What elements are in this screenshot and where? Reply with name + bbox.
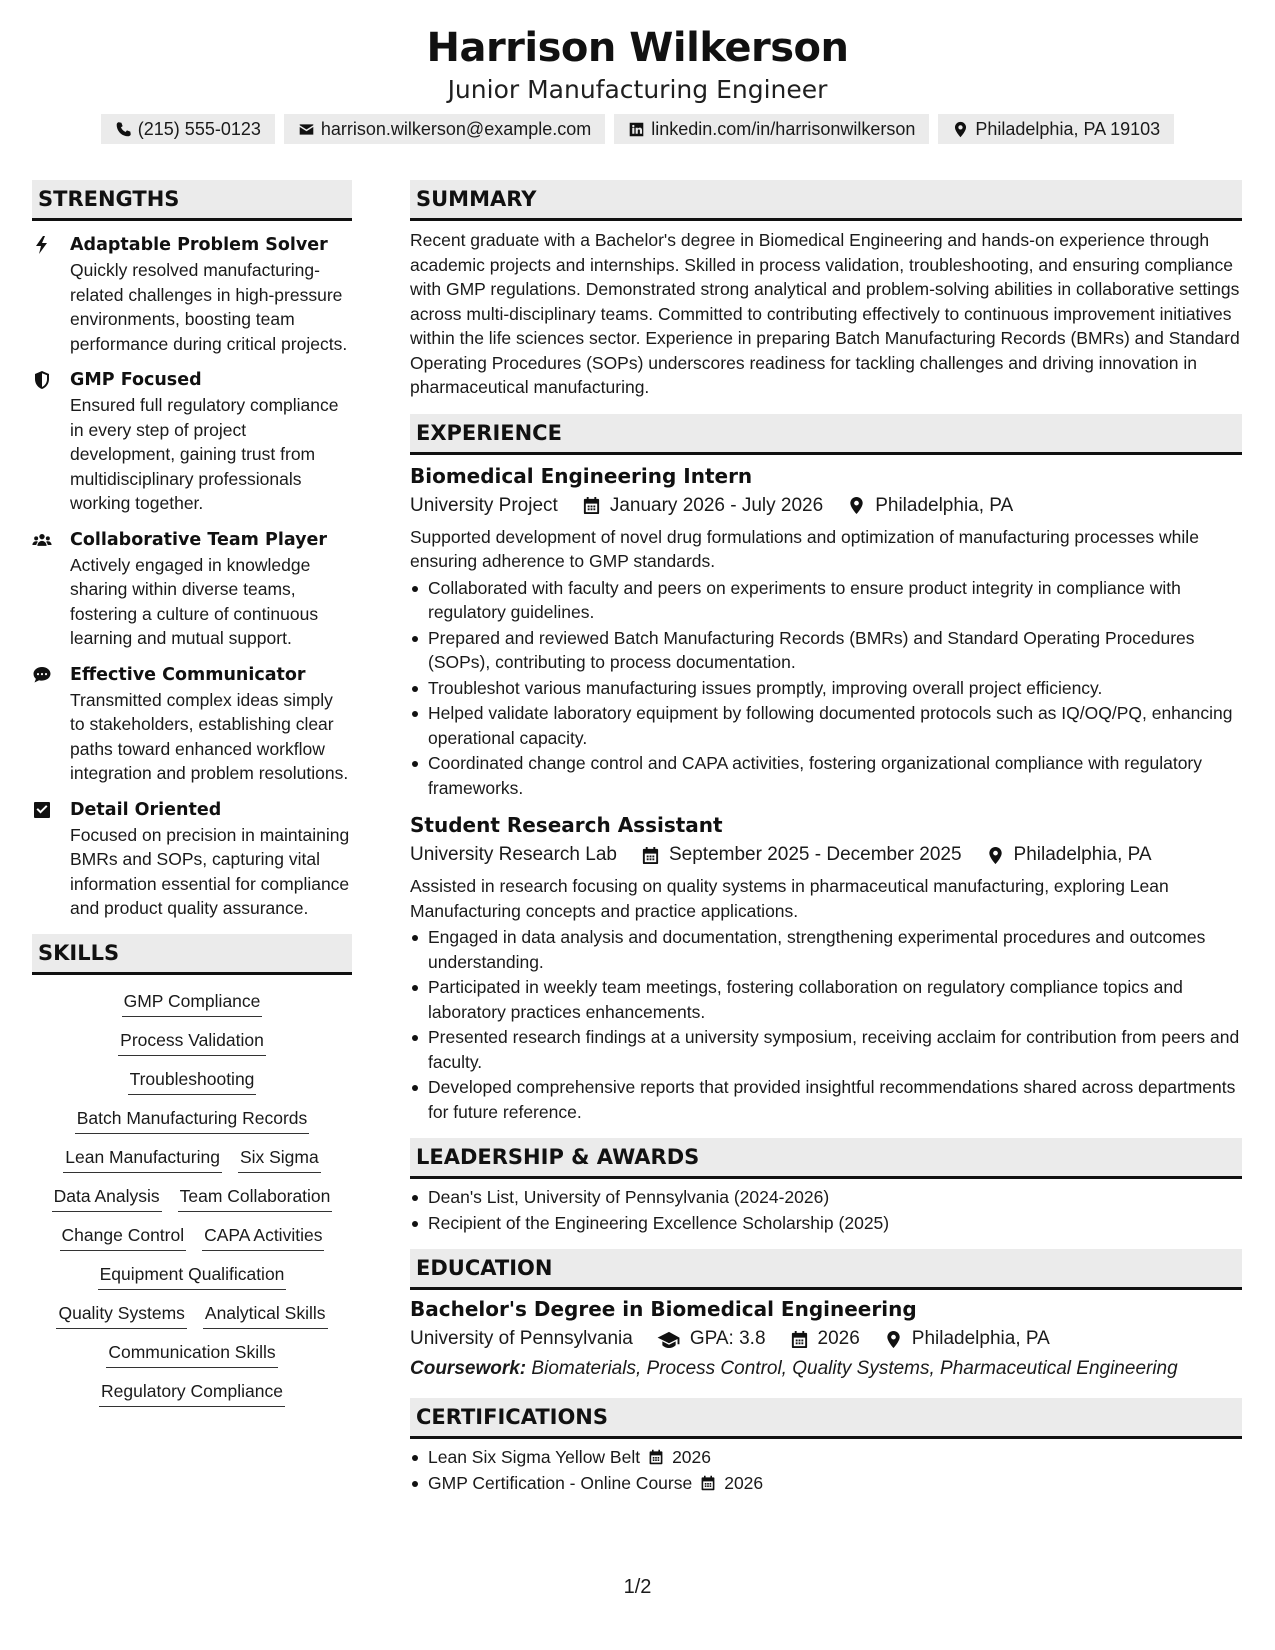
phone-icon bbox=[115, 121, 132, 138]
skill-tag: Change Control bbox=[60, 1223, 187, 1251]
skill-tag: CAPA Activities bbox=[202, 1223, 324, 1251]
leadership-list bbox=[410, 1185, 1242, 1235]
award-item: Recipient of the Engineering Excellence Scholarship (2025) bbox=[410, 1211, 1242, 1236]
candidate-title: Junior Manufacturing Engineer bbox=[447, 75, 828, 104]
map-pin-icon bbox=[986, 846, 1005, 865]
strength-title: Effective Communicator bbox=[70, 664, 306, 685]
leadership-heading: LEADERSHIP & AWARDS bbox=[410, 1138, 1242, 1179]
job-entry bbox=[410, 810, 1242, 1124]
envelope-icon bbox=[298, 121, 315, 138]
strength-title: Collaborative Team Player bbox=[70, 529, 328, 550]
skill-tag: Regulatory Compliance bbox=[99, 1379, 285, 1407]
job-location: Philadelphia, PA bbox=[875, 494, 1014, 516]
certification-item bbox=[410, 1445, 1242, 1470]
skill-tag: Equipment Qualification bbox=[98, 1262, 287, 1290]
bullet-item: Prepared and reviewed Batch Manufacturing Records (BMRs) and Standard Operating Procedures (SOPs), contributing to process documentation. bbox=[410, 626, 1242, 675]
strength-item bbox=[32, 528, 352, 651]
education-entry bbox=[410, 1294, 1242, 1384]
page-number: 1/2 bbox=[623, 1576, 652, 1598]
map-pin-icon bbox=[847, 496, 866, 515]
job-desc: Assisted in research focusing on quality systems in pharmaceutical manufacturing, exploring Lean Manufacturing concepts and practice applications. bbox=[410, 876, 1169, 921]
skill-tag: Communication Skills bbox=[106, 1340, 277, 1368]
strengths-heading: STRENGTHS bbox=[32, 180, 352, 221]
location-chip bbox=[938, 114, 1174, 144]
bullet-item: Participated in weekly team meetings, fostering collaboration on regulatory compliance topics and laboratory practices enhancements. bbox=[410, 975, 1242, 1024]
calendar-icon bbox=[582, 496, 601, 515]
school-name: University of Pennsylvania bbox=[410, 1328, 633, 1349]
job-meta bbox=[410, 840, 1242, 870]
map-pin-icon bbox=[884, 1330, 903, 1349]
job-meta bbox=[410, 491, 1242, 521]
job-org: University Research Lab bbox=[410, 844, 617, 865]
experience-list bbox=[410, 461, 1242, 1125]
certification-name: GMP Certification - Online Course bbox=[428, 1472, 693, 1493]
coursework-text: Biomaterials, Process Control, Quality Systems, Pharmaceutical Engineering bbox=[531, 1358, 1178, 1379]
skills-list bbox=[32, 989, 352, 1407]
email-chip[interactable] bbox=[284, 114, 605, 144]
job-bullets bbox=[410, 925, 1242, 1124]
certification-item bbox=[410, 1471, 1242, 1496]
skill-tag: Six Sigma bbox=[238, 1145, 321, 1173]
skills-heading: SKILLS bbox=[32, 934, 352, 975]
certification-year: 2026 bbox=[724, 1472, 764, 1493]
linkedin-icon bbox=[628, 121, 645, 138]
users-icon bbox=[32, 530, 52, 550]
graduation-year: 2026 bbox=[817, 1328, 860, 1349]
strength-title: Adaptable Problem Solver bbox=[70, 235, 328, 255]
job-bullets bbox=[410, 576, 1242, 801]
strength-desc: Focused on precision in maintaining BMRs and SOPs, capturing vital information essential for compliance and product quality assurance. bbox=[70, 824, 350, 918]
candidate-name: Harrison Wilkerson bbox=[426, 25, 849, 71]
job-title: Biomedical Engineering Intern bbox=[410, 463, 753, 488]
bullet-item: Developed comprehensive reports that provided insightful recommendations shared across departments for future reference. bbox=[410, 1075, 1242, 1124]
strength-title: GMP Focused bbox=[70, 370, 202, 390]
skill-tag: Process Validation bbox=[118, 1028, 266, 1056]
job-location: Philadelphia, PA bbox=[1013, 844, 1152, 865]
strength-desc: Actively engaged in knowledge sharing within diverse teams, fostering a culture of continuous learning and mutual support. bbox=[70, 554, 319, 648]
strength-desc: Ensured full regulatory compliance in every step of project development, gaining trust from multidisciplinary professionals working together. bbox=[70, 395, 339, 513]
job-title: Student Research Assistant bbox=[410, 813, 723, 837]
strength-item bbox=[32, 663, 352, 786]
coursework bbox=[410, 1354, 1242, 1384]
degree-title: Bachelor's Degree in Biomedical Engineering bbox=[410, 1297, 917, 1321]
gpa-text: GPA: 3.8 bbox=[689, 1328, 766, 1349]
experience-heading: EXPERIENCE bbox=[410, 414, 1242, 455]
map-pin-icon bbox=[952, 121, 969, 138]
strength-title: Detail Oriented bbox=[70, 799, 222, 820]
left-column bbox=[32, 180, 352, 1407]
strength-item bbox=[32, 233, 352, 356]
chat-icon bbox=[32, 665, 52, 685]
skill-tag: Quality Systems bbox=[56, 1301, 186, 1329]
shield-icon bbox=[32, 370, 52, 390]
resume-header bbox=[0, 22, 1275, 144]
bullet-item: Helped validate laboratory equipment by following documented protocols such as IQ/OQ/PQ, enhancing operational capacity. bbox=[410, 701, 1242, 750]
skill-tag: Team Collaboration bbox=[178, 1184, 333, 1212]
bolt-icon bbox=[32, 235, 52, 255]
job-dates: January 2026 - July 2026 bbox=[609, 494, 824, 516]
calendar-icon bbox=[641, 846, 660, 865]
skill-tag: Lean Manufacturing bbox=[63, 1145, 222, 1173]
skill-tag: Troubleshooting bbox=[128, 1067, 257, 1095]
bullet-item: Coordinated change control and CAPA activities, fostering organizational compliance with regulatory frameworks. bbox=[410, 751, 1242, 800]
linkedin-chip[interactable] bbox=[614, 114, 929, 144]
skill-tag: Analytical Skills bbox=[203, 1301, 328, 1329]
bullet-item: Troubleshot various manufacturing issues promptly, improving overall project efficiency. bbox=[410, 676, 1242, 701]
phone-chip[interactable] bbox=[101, 114, 275, 144]
job-entry bbox=[410, 461, 1242, 801]
summary-heading: SUMMARY bbox=[410, 180, 1242, 221]
certification-year: 2026 bbox=[672, 1447, 712, 1467]
strengths-list bbox=[32, 233, 352, 921]
bullet-item: Engaged in data analysis and documentation, strengthening experimental procedures and outcomes understanding. bbox=[410, 925, 1242, 974]
bullet-item: Collaborated with faculty and peers on experiments to ensure product integrity in compliance with regulatory guidelines. bbox=[410, 576, 1242, 625]
phone-text: (215) 555-0123 bbox=[137, 118, 261, 139]
education-heading: EDUCATION bbox=[410, 1249, 1242, 1290]
location-text: Philadelphia, PA 19103 bbox=[975, 118, 1161, 139]
graduation-cap-icon bbox=[657, 1330, 681, 1349]
strength-item bbox=[32, 798, 352, 921]
skill-tag: Data Analysis bbox=[52, 1184, 162, 1212]
linkedin-text: linkedin.com/in/harrisonwilkerson bbox=[651, 118, 916, 139]
job-org: University Project bbox=[410, 494, 558, 516]
strength-desc: Quickly resolved manufacturing-related challenges in high-pressure environments, boosting team performance during critical projects. bbox=[70, 260, 348, 354]
right-column bbox=[410, 180, 1242, 1496]
strength-desc: Transmitted complex ideas simply to stakeholders, establishing clear paths toward enhanced workflow integration and problem resolutions. bbox=[70, 689, 349, 783]
contact-bar bbox=[0, 114, 1275, 144]
summary-text: Recent graduate with a Bachelor's degree in Biomedical Engineering and hands-on experience through academic projects and internships. Skilled in process validation, troubleshooting, and ensuring compliance with GMP regulations. Demonstrated strong analytical and problem-solving abilities in collaborative settings across multi-disciplinary teams. Committed to contributing effectively to continuous improvement initiatives within the life sciences sector. Experience in preparing Batch Manufacturing Records (BMRs) and Standard Operating Procedures (SOPs) underscores readiness for tackling challenges and driving innovation in pharmaceutical manufacturing. bbox=[410, 230, 1240, 397]
award-item: Dean's List, University of Pennsylvania (2024-2026) bbox=[410, 1185, 1242, 1210]
certifications-heading: CERTIFICATIONS bbox=[410, 1398, 1242, 1439]
certification-name: Lean Six Sigma Yellow Belt bbox=[428, 1447, 641, 1467]
coursework-label: Coursework: bbox=[410, 1358, 527, 1379]
certifications-list bbox=[410, 1445, 1242, 1495]
calendar-icon bbox=[790, 1330, 809, 1349]
strength-item bbox=[32, 368, 352, 516]
bullet-item: Presented research findings at a university symposium, receiving acclaim for contribution from peers and faculty. bbox=[410, 1025, 1242, 1074]
calendar-icon bbox=[648, 1449, 664, 1465]
school-location: Philadelphia, PA bbox=[911, 1328, 1050, 1349]
job-dates: September 2025 - December 2025 bbox=[668, 844, 962, 865]
skill-tag: Batch Manufacturing Records bbox=[75, 1106, 310, 1134]
email-text: harrison.wilkerson@example.com bbox=[320, 118, 592, 139]
calendar-icon bbox=[700, 1475, 716, 1491]
skill-tag: GMP Compliance bbox=[122, 989, 263, 1017]
education-meta bbox=[410, 1324, 1242, 1354]
checkbox-icon bbox=[32, 800, 52, 820]
job-desc: Supported development of novel drug formulations and optimization of manufacturing processes while ensuring adherence to GMP standards. bbox=[410, 526, 1199, 571]
